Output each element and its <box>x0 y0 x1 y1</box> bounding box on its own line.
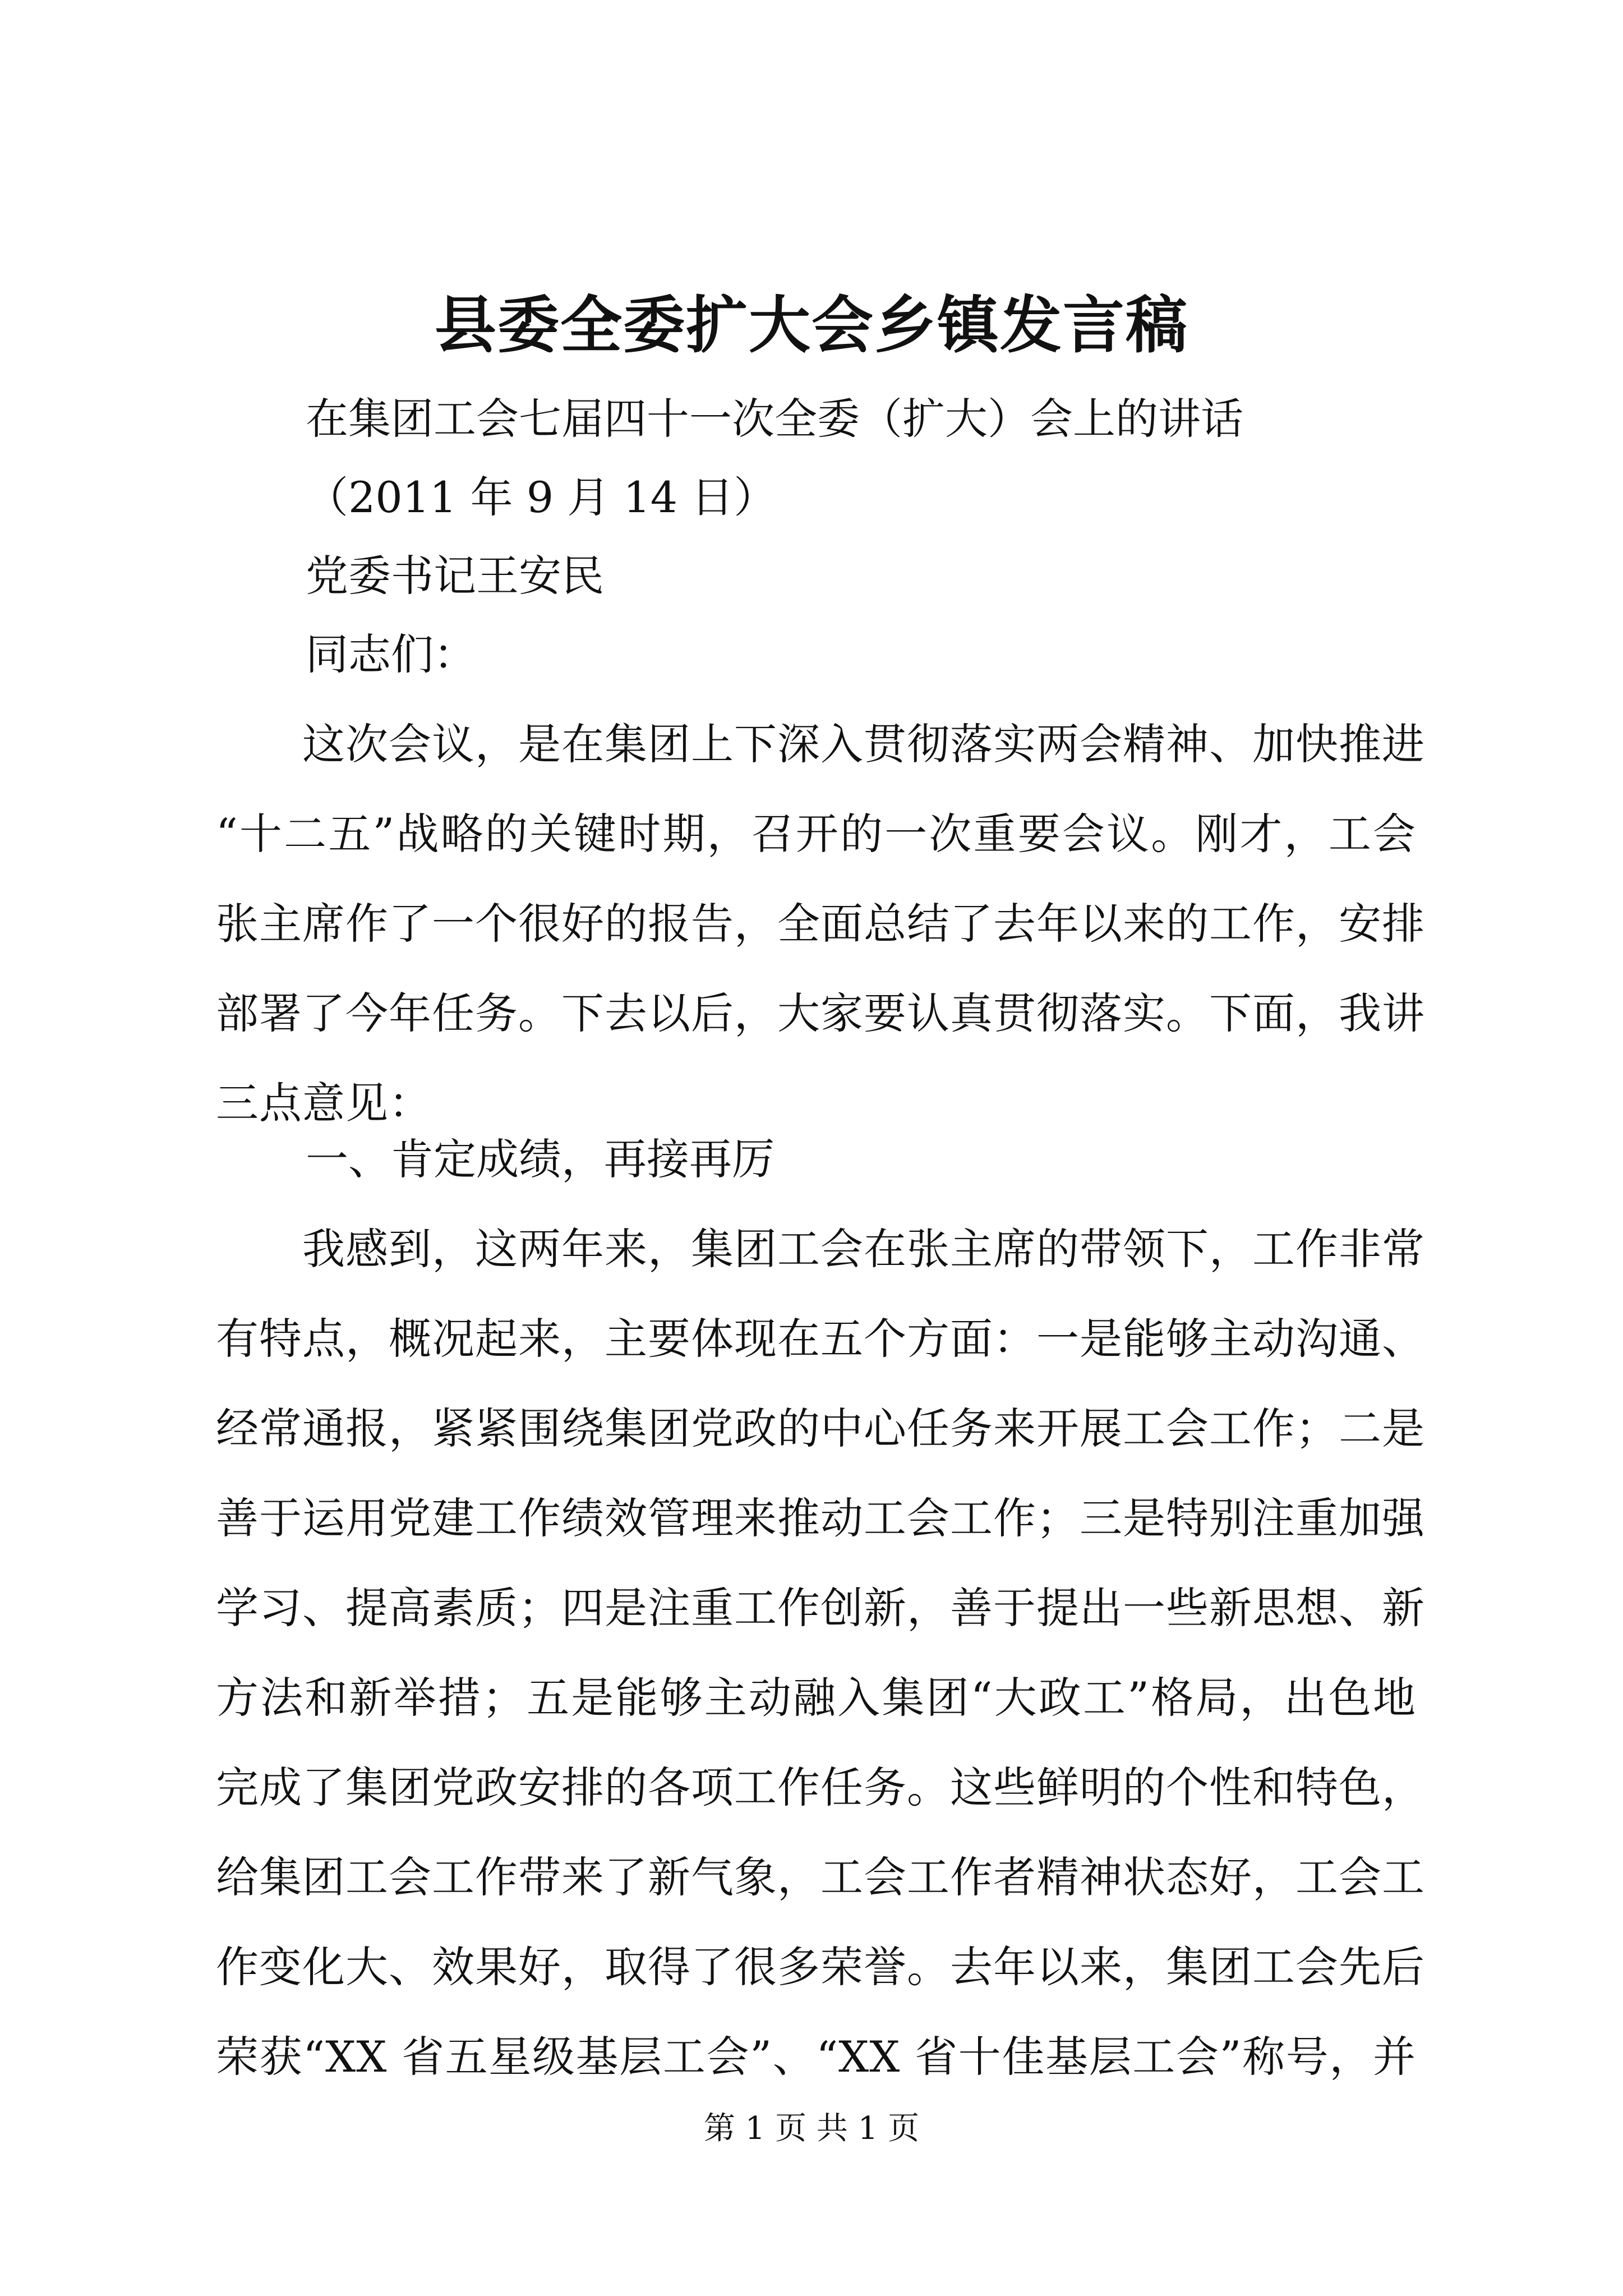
speaker-name: 党委书记王安民 <box>306 551 604 601</box>
paragraph-line: 荣获“XX 省五星级基层工会”、“XX 省十佳基层工会”称号，并 <box>216 2032 1416 2082</box>
paragraph-line: 有特点，概况起来，主要体现在五个方面：一是能够主动沟通、 <box>216 1314 1425 1364</box>
paragraph-line: “十二五”战略的关键时期，召开的一次重要会议。刚才，工会 <box>216 809 1416 859</box>
salutation: 同志们： <box>306 629 476 679</box>
paragraph-line: 学习、提高素质；四是注重工作创新，善于提出一些新思想、新 <box>216 1583 1425 1633</box>
speech-subtitle: 在集团工会七届四十一次全委（扩大）会上的讲话 <box>306 394 1243 444</box>
paragraph-line: 作变化大、效果好，取得了很多荣誉。去年以来，集团工会先后 <box>216 1942 1425 1992</box>
paragraph-opening <box>216 700 1425 1148</box>
page-number-footer: 第 1 页 共 1 页 <box>703 2110 920 2147</box>
document-title: 县委全委扩大会乡镇发言稿 <box>435 289 1188 361</box>
paragraph-line: 给集团工会工作带来了新气象，工会工作者精神状态好，工会工 <box>216 1852 1425 1902</box>
paragraph-achievements <box>216 1204 1425 2102</box>
paragraph-line: 方法和新举措；五是能够主动融入集团“大政工”格局，出色地 <box>216 1673 1416 1723</box>
paragraph-line: 三点意见： <box>216 1078 432 1128</box>
paragraph-line: 完成了集团党政安排的各项工作任务。这些鲜明的个性和特色， <box>216 1763 1425 1812</box>
paragraph-line: 善于运用党建工作绩效管理来推动工会工作；三是特别注重加强 <box>216 1493 1425 1543</box>
paragraph-line: 我感到，这两年来，集团工会在张主席的带领下，工作非常 <box>216 1224 1425 1274</box>
paragraph-line: 经常通报，紧紧围绕集团党政的中心任务来开展工会工作；二是 <box>216 1404 1425 1453</box>
speech-date: （2011 年 9 月 14 日） <box>306 472 777 522</box>
paragraph-line: 这次会议，是在集团上下深入贯彻落实两会精神、加快推进 <box>216 719 1425 769</box>
paragraph-line: 张主席作了一个很好的报告，全面总结了去年以来的工作，安排 <box>216 899 1425 949</box>
paragraph-line: 部署了今年任务。下去以后，大家要认真贯彻落实。下面，我讲 <box>216 988 1425 1038</box>
section-heading: 一、肯定成绩，再接再厉 <box>306 1134 774 1184</box>
